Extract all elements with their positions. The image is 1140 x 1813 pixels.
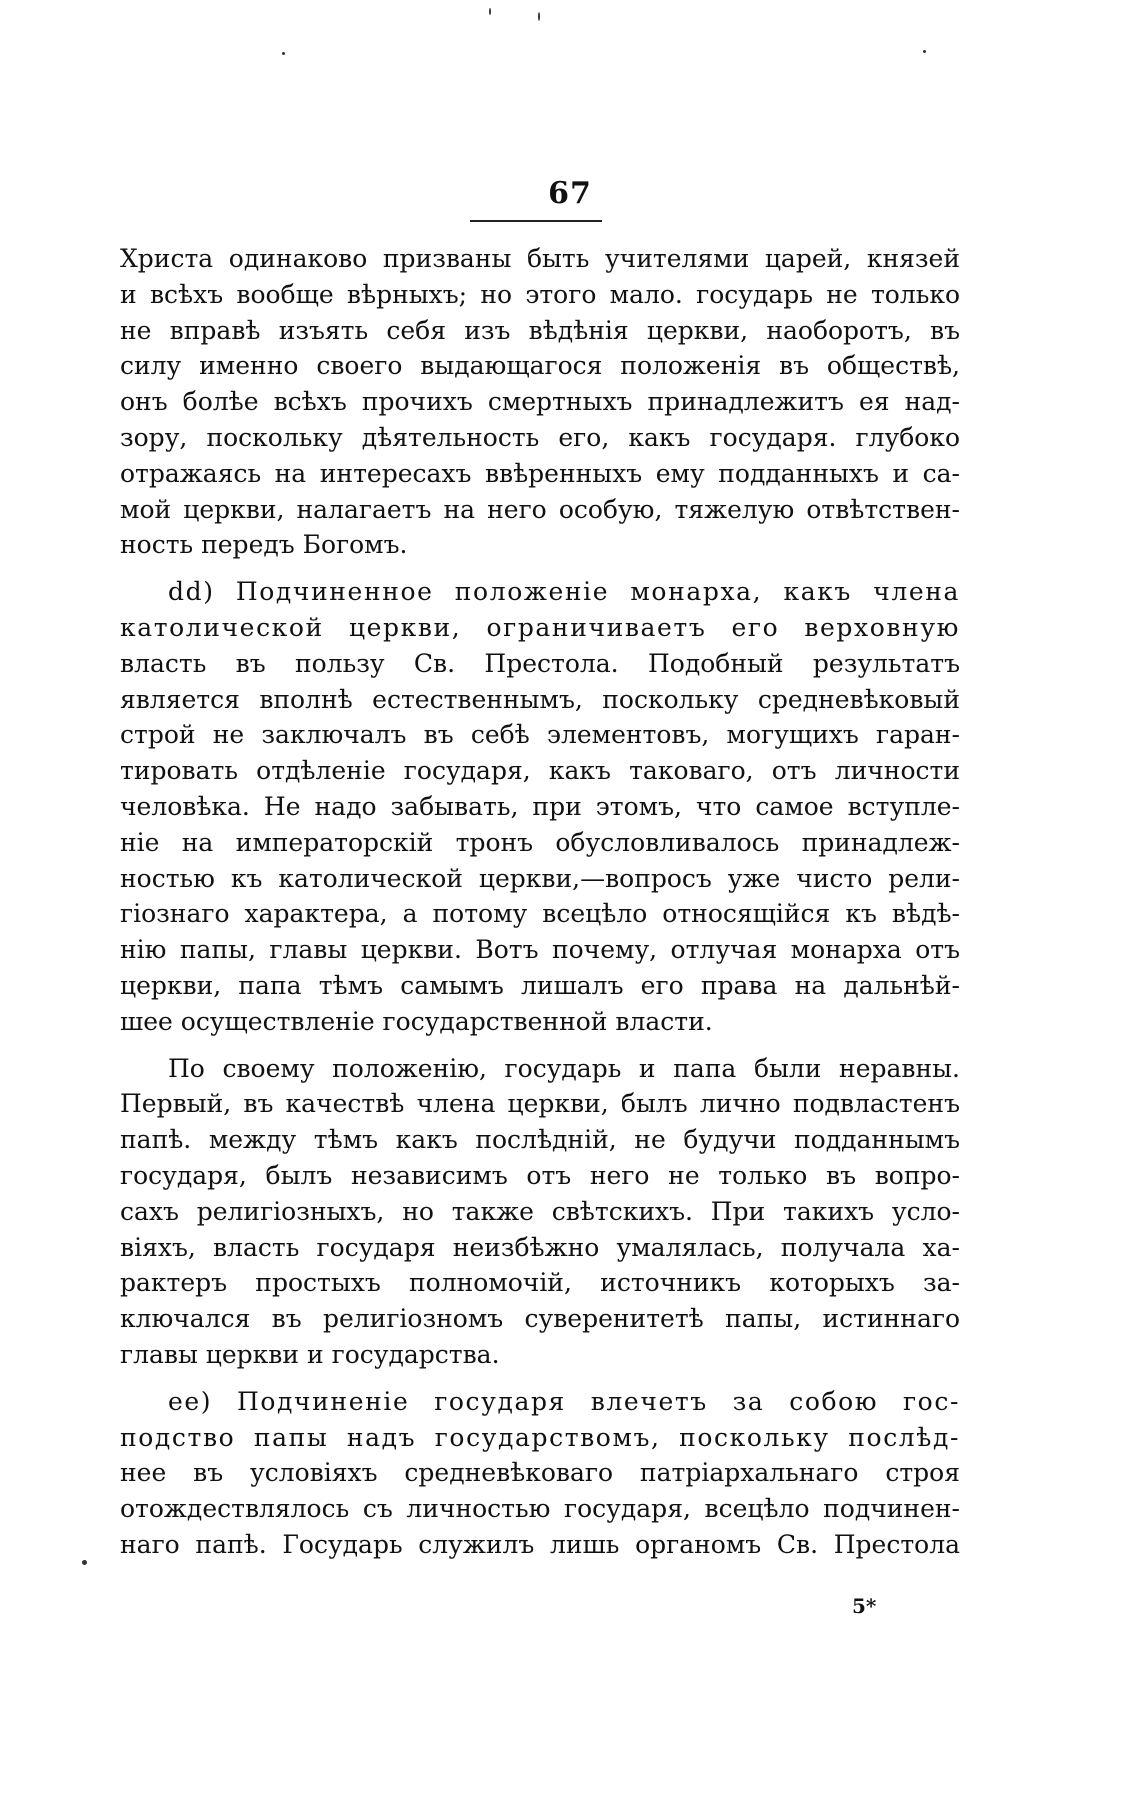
page-number: 67 xyxy=(548,176,592,211)
text-line: гіознаго характера, а потому всецѣло относящійся къ вѣдѣ- xyxy=(120,899,960,929)
text-line: подство папы надъ государствомъ, поскольку послѣд- xyxy=(120,1422,960,1452)
text-line: онъ болѣе всѣхъ прочихъ смертныхъ принадлежитъ ея над- xyxy=(120,387,960,417)
text-line: рактеръ простыхъ полномочій, источникъ которыхъ за- xyxy=(120,1268,960,1298)
scan-speck xyxy=(282,52,285,55)
text-line: тировать отдѣленіе государя, какъ таковаго, отъ личности xyxy=(120,756,960,786)
text-line: церкви, папа тѣмъ самымъ лишалъ его права на дальнѣй- xyxy=(120,970,960,1000)
text-line: и всѣхъ вообще вѣрныхъ; но этого мало. государь не только xyxy=(120,279,960,309)
text-body xyxy=(120,241,960,1563)
text-line: ее) Подчиненіе государя влечетъ за собою гос- xyxy=(168,1386,960,1416)
scan-speck xyxy=(538,12,540,21)
text-line: сахъ религіозныхъ, но также свѣтскихъ. При такихъ усло- xyxy=(120,1196,960,1226)
text-line: отражаясь на интересахъ ввѣренныхъ ему подданныхъ и са- xyxy=(120,458,960,488)
scan-speck xyxy=(82,1560,87,1565)
text-line: католической церкви, ограничиваетъ его верховную xyxy=(120,612,960,642)
text-line: По своему положенію, государь и папа были неравны. xyxy=(168,1053,960,1083)
text-line: не вправѣ изъять себя изъ вѣдѣнія церкви, наоборотъ, въ xyxy=(120,315,960,345)
text-line: dd) Подчиненное положеніе монарха, какъ члена xyxy=(168,577,960,607)
text-line: ніе на императорскій тронъ обусловливалось принадлеж- xyxy=(120,827,960,857)
text-line: ность передъ Богомъ. xyxy=(120,530,408,560)
header-rule xyxy=(470,220,602,222)
text-line: Первый, въ качествѣ члена церкви, былъ лично подвластенъ xyxy=(120,1089,960,1119)
text-line: Христа одинаково призваны быть учителями царей, князей xyxy=(120,244,960,273)
text-line: человѣка. Не надо забывать, при этомъ, что самое вступле- xyxy=(120,791,960,821)
text-line: наго папѣ. Государь служилъ лишь органомъ Св. Престола xyxy=(120,1529,960,1559)
text-line: зору, поскольку дѣятельность его, какъ государя. глубоко xyxy=(120,422,960,452)
text-line: отождествлялось съ личностью государя, всецѣло подчинен- xyxy=(120,1494,960,1524)
scan-speck xyxy=(923,50,926,53)
text-line: шее осуществленіе государственной власти. xyxy=(120,1006,713,1036)
text-line: віяхъ, власть государя неизбѣжно умалялась, получала ха- xyxy=(120,1232,960,1262)
text-line: является вполнѣ естественнымъ, поскольку средневѣковый xyxy=(120,684,960,714)
scan-speck xyxy=(489,8,491,15)
text-line: главы церкви и государства. xyxy=(120,1339,500,1369)
paragraph-continuation xyxy=(120,241,960,563)
text-line: ностью къ католической церкви,—вопросъ уже чисто рели- xyxy=(120,863,960,893)
text-line: нію папы, главы церкви. Вотъ почему, отлучая монарха отъ xyxy=(120,935,960,965)
paragraph-sovereign-and-pope xyxy=(120,1051,960,1373)
text-line: папѣ. между тѣмъ какъ послѣдній, не будучи подданнымъ xyxy=(120,1125,960,1155)
paragraph-dd xyxy=(120,574,960,1039)
text-line: нее въ условіяхъ средневѣковаго патріархальнаго строя xyxy=(120,1458,960,1488)
signature-mark: 5* xyxy=(852,1594,877,1618)
text-line: власть въ пользу Св. Престола. Подобный результатъ xyxy=(120,648,960,678)
text-line: мой церкви, налагаетъ на него особую, тяжелую отвѣтствен- xyxy=(120,494,960,524)
text-line: государя, былъ независимъ отъ него не только въ вопро- xyxy=(120,1160,960,1190)
paragraph-ee xyxy=(120,1384,960,1563)
text-line: строй не заключалъ въ себѣ элементовъ, могущихъ гаран- xyxy=(120,720,960,750)
text-line: силу именно своего выдающагося положенія въ обществѣ, xyxy=(120,351,960,381)
text-line: ключался въ религіозномъ суверенитетѣ папы, истиннаго xyxy=(120,1304,960,1334)
